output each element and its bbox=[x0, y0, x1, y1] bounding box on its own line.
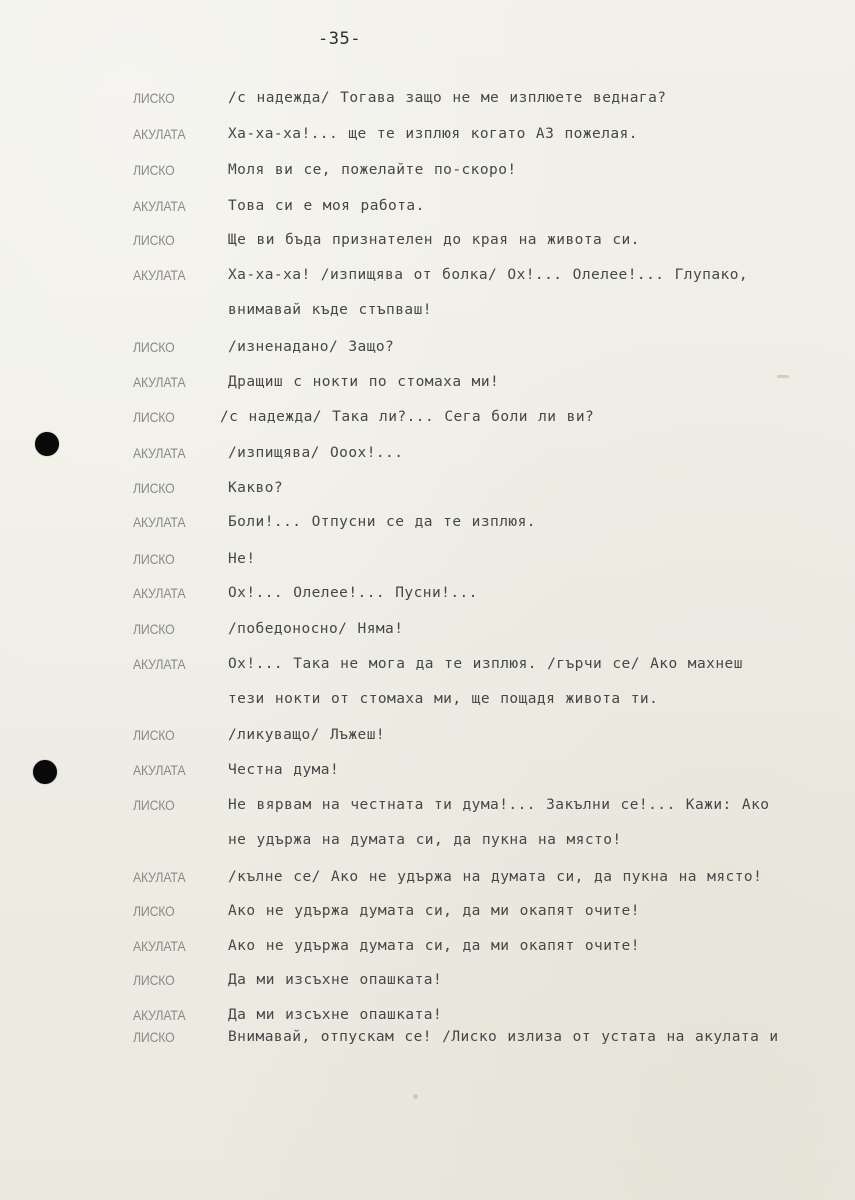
paper-speck bbox=[413, 1094, 418, 1099]
dialogue-text: /изненадано/ Защо? bbox=[228, 339, 395, 355]
speaker-name: АКУЛАТА bbox=[133, 1007, 186, 1023]
speaker-name: ЛИСКО bbox=[133, 797, 175, 813]
dialogue-text: /изпищява/ Ооох!... bbox=[228, 445, 404, 461]
dialogue-text: Ох!... Така не мога да те изплюя. /гърчи се/ Ако махнеш bbox=[228, 656, 743, 672]
dialogue-text: /с надежда/ Така ли?... Сега боли ли ви? bbox=[220, 409, 595, 425]
speaker-name: ЛИСКО bbox=[133, 621, 175, 637]
script-line bbox=[0, 374, 855, 396]
script-line bbox=[0, 162, 855, 184]
script-line bbox=[0, 727, 855, 749]
speaker-name: АКУЛАТА bbox=[133, 198, 186, 214]
script-line bbox=[0, 90, 855, 112]
script-line-continuation bbox=[0, 832, 855, 854]
dialogue-text: Ще ви бъда признателен до края на живота си. bbox=[228, 232, 640, 248]
script-line bbox=[0, 1007, 855, 1029]
dialogue-text: Честна дума! bbox=[228, 762, 340, 778]
dialogue-text: Внимавай, отпускам се! /Лиско излиза от устата на акулата и bbox=[228, 1029, 779, 1045]
speaker-name: ЛИСКО bbox=[133, 232, 175, 248]
script-line bbox=[0, 339, 855, 361]
speaker-name: ЛИСКО bbox=[133, 727, 175, 743]
script-line bbox=[0, 869, 855, 891]
speaker-name: АКУЛАТА bbox=[133, 938, 186, 954]
dialogue-text: Ако не удържа думата си, да ми окапят очите! bbox=[228, 903, 640, 919]
script-line-continuation bbox=[0, 691, 855, 713]
script-line bbox=[0, 656, 855, 678]
dialogue-text: Да ми изсъхне опашката! bbox=[228, 972, 443, 988]
script-line bbox=[0, 126, 855, 148]
speaker-name: АКУЛАТА bbox=[133, 126, 186, 142]
script-line bbox=[0, 267, 855, 289]
dialogue-text: Не вярвам на честната ти дума!... Закълни се!... Кажи: Ако bbox=[228, 797, 770, 813]
dialogue-text: /победоносно/ Няма! bbox=[228, 621, 404, 637]
dialogue-text: Ако не удържа думата си, да ми окапят очите! bbox=[228, 938, 640, 954]
speaker-name: АКУЛАТА bbox=[133, 656, 186, 672]
speaker-name: ЛИСКО bbox=[133, 162, 175, 178]
script-line bbox=[0, 938, 855, 960]
speaker-name: АКУЛАТА bbox=[133, 762, 186, 778]
dialogue-text: Ха-ха-ха! /изпищява от болка/ Ох!... Олелее!... Глупако, bbox=[228, 267, 749, 283]
dialogue-text: Ох!... Олелее!... Пусни!... bbox=[228, 585, 478, 601]
script-line bbox=[0, 1029, 855, 1051]
speaker-name: ЛИСКО bbox=[133, 551, 175, 567]
dialogue-text: Дращиш с нокти по стомаха ми! bbox=[228, 374, 500, 390]
dialogue-text: Да ми изсъхне опашката! bbox=[228, 1007, 443, 1023]
speaker-name: ЛИСКО bbox=[133, 90, 175, 106]
speaker-name: АКУЛАТА bbox=[133, 514, 186, 530]
script-line-continuation bbox=[0, 302, 855, 324]
speaker-name: АКУЛАТА bbox=[133, 869, 186, 885]
script-line bbox=[0, 621, 855, 643]
page-number: -35- bbox=[318, 29, 361, 49]
dialogue-text: /с надежда/ Тогава защо не ме изплюете веднага? bbox=[228, 90, 667, 106]
dialogue-text: /ликуващо/ Лъжеш! bbox=[228, 727, 386, 743]
dialogue-text: не удържа на думата си, да пукна на място! bbox=[228, 832, 622, 848]
dialogue-text: Боли!... Отпусни се да те изплюя. bbox=[228, 514, 536, 530]
script-line bbox=[0, 762, 855, 784]
speaker-name: АКУЛАТА bbox=[133, 374, 186, 390]
script-line bbox=[0, 480, 855, 502]
dialogue-text: Моля ви се, пожелайте по-скоро! bbox=[228, 162, 517, 178]
speaker-name: АКУЛАТА bbox=[133, 445, 186, 461]
dialogue-text: Какво? bbox=[228, 480, 284, 496]
speaker-name: ЛИСКО bbox=[133, 409, 175, 425]
script-line bbox=[0, 551, 855, 573]
script-line bbox=[0, 903, 855, 925]
dialogue-text: тези нокти от стомаха ми, ще пощадя живота ти. bbox=[228, 691, 659, 707]
dialogue-text: Не! bbox=[228, 551, 256, 567]
dialogue-text: Това си е моя работа. bbox=[228, 198, 425, 214]
speaker-name: ЛИСКО bbox=[133, 972, 175, 988]
script-line bbox=[0, 409, 855, 431]
script-line bbox=[0, 797, 855, 819]
dialogue-text: Ха-ха-ха!... ще те изплюя когато АЗ пожелая. bbox=[228, 126, 638, 142]
script-line bbox=[0, 585, 855, 607]
speaker-name: ЛИСКО bbox=[133, 1029, 175, 1045]
speaker-name: ЛИСКО bbox=[133, 480, 175, 496]
speaker-name: ЛИСКО bbox=[133, 339, 175, 355]
dialogue-text: внимавай къде стъпваш! bbox=[228, 302, 432, 318]
speaker-name: ЛИСКО bbox=[133, 903, 175, 919]
speaker-name: АКУЛАТА bbox=[133, 585, 186, 601]
script-line bbox=[0, 232, 855, 254]
script-line bbox=[0, 445, 855, 467]
script-line bbox=[0, 972, 855, 994]
dialogue-text: /кълне се/ Ако не удържа на думата си, да пукна на място! bbox=[228, 869, 763, 885]
speaker-name: АКУЛАТА bbox=[133, 267, 186, 283]
script-line bbox=[0, 198, 855, 220]
script-line bbox=[0, 514, 855, 536]
